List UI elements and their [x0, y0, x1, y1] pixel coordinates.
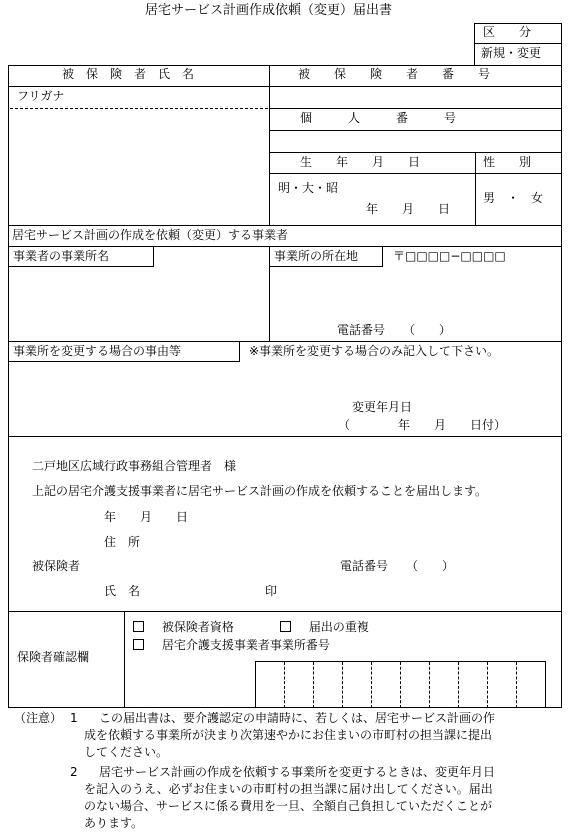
furigana-label: フリガナ [17, 89, 65, 103]
birth-date-header: 生 年 月 日 [300, 155, 421, 169]
office-number-cells[interactable] [255, 661, 546, 708]
office-name-field[interactable] [10, 268, 268, 340]
declaration-phone[interactable]: 電話番号 （ ） [340, 559, 455, 573]
personal-number-field[interactable] [270, 131, 561, 151]
office-phone[interactable]: 電話番号 （ ） [337, 323, 452, 337]
check-insured-status[interactable]: 被保険者資格 [133, 621, 234, 635]
insured-name-field[interactable] [10, 110, 268, 224]
note2-number: 2 [70, 765, 78, 779]
address-label: 住 所 [104, 535, 141, 549]
note1-line: この届出書は、要介護認定の申請時に、若しくは、居宅サービス計画の作 [99, 711, 496, 725]
note1-number: 1 [70, 711, 78, 725]
change-date-label: 変更年月日 [352, 400, 413, 414]
check-duplicate[interactable]: 届出の重複 [280, 621, 369, 635]
notes-prefix: （注意） [14, 711, 63, 725]
insurer-check-label: 保険者確認欄 [17, 650, 90, 664]
declaration-statement: 上記の居宅介護支援事業者に居宅サービス計画の作成を依頼することを届出します。 [32, 484, 488, 498]
kubun-box [474, 23, 562, 65]
declaration-date[interactable]: 年 月 日 [104, 510, 189, 524]
birth-date-ymd[interactable]: 年 月 日 [366, 202, 451, 216]
note1-line: してください。 [84, 745, 169, 759]
change-reason-label: 事業所を変更する場合の事由等 [8, 341, 240, 362]
insured-label: 被保険者 [32, 559, 81, 573]
note2-line: を記入のうえ、必ずお住まいの市町村の担当課に届け出してください。届出 [84, 782, 493, 796]
note2-line: あります。 [84, 816, 144, 830]
change-note: ※事業所を変更する場合のみ記入して下さい。 [249, 344, 500, 358]
note1-line: 成を依頼する事業所が決まり次第速やかにお住まいの市町村の担当課に提出 [84, 728, 493, 742]
checkbox-icon [133, 639, 144, 650]
personal-number-header: 個 人 番 号 [300, 111, 457, 125]
insured-number-field[interactable] [270, 87, 561, 107]
office-name-label: 事業者の事業所名 [8, 246, 154, 267]
insured-name-header: 被 保 険 者 氏 名 [62, 67, 195, 81]
checkbox-icon [280, 621, 291, 632]
insured-number-header: 被 保 険 者 番 号 [298, 67, 491, 81]
note2-line: のない場合、サービスに係る費用を一旦、全額自己負担していただくことが [84, 799, 493, 813]
change-date-field[interactable]: （ 年 月 日付） [338, 418, 507, 432]
kubun-header: 区 分 [483, 25, 532, 39]
note2-line: 居宅サービス計画の作成を依頼する事業所を変更するときは、変更年月日 [99, 765, 496, 779]
gender-options[interactable]: 男 ・ 女 [483, 191, 544, 205]
era-options[interactable]: 明・大・昭 [278, 181, 339, 195]
gender-header: 性 別 [483, 155, 532, 169]
check-office-number[interactable]: 居宅介護支援事業者事業所番号 [133, 639, 330, 653]
addressee: 二戸地区広域行政事務組合管理者 様 [32, 459, 237, 473]
postal-code-field[interactable]: 〒□□□□−□□□□ [393, 249, 506, 263]
kubun-value[interactable]: 新規・変更 [481, 46, 542, 60]
provider-section-title: 居宅サービス計画の作成を依頼（変更）する事業者 [12, 228, 289, 242]
seal-mark: 印 [265, 584, 278, 598]
office-address-label: 事業所の所在地 [269, 246, 383, 267]
name-label: 氏 名 [104, 584, 141, 598]
form-title: 居宅サービス計画作成依頼（変更）届出書 [145, 3, 393, 18]
checkbox-icon [133, 621, 144, 632]
